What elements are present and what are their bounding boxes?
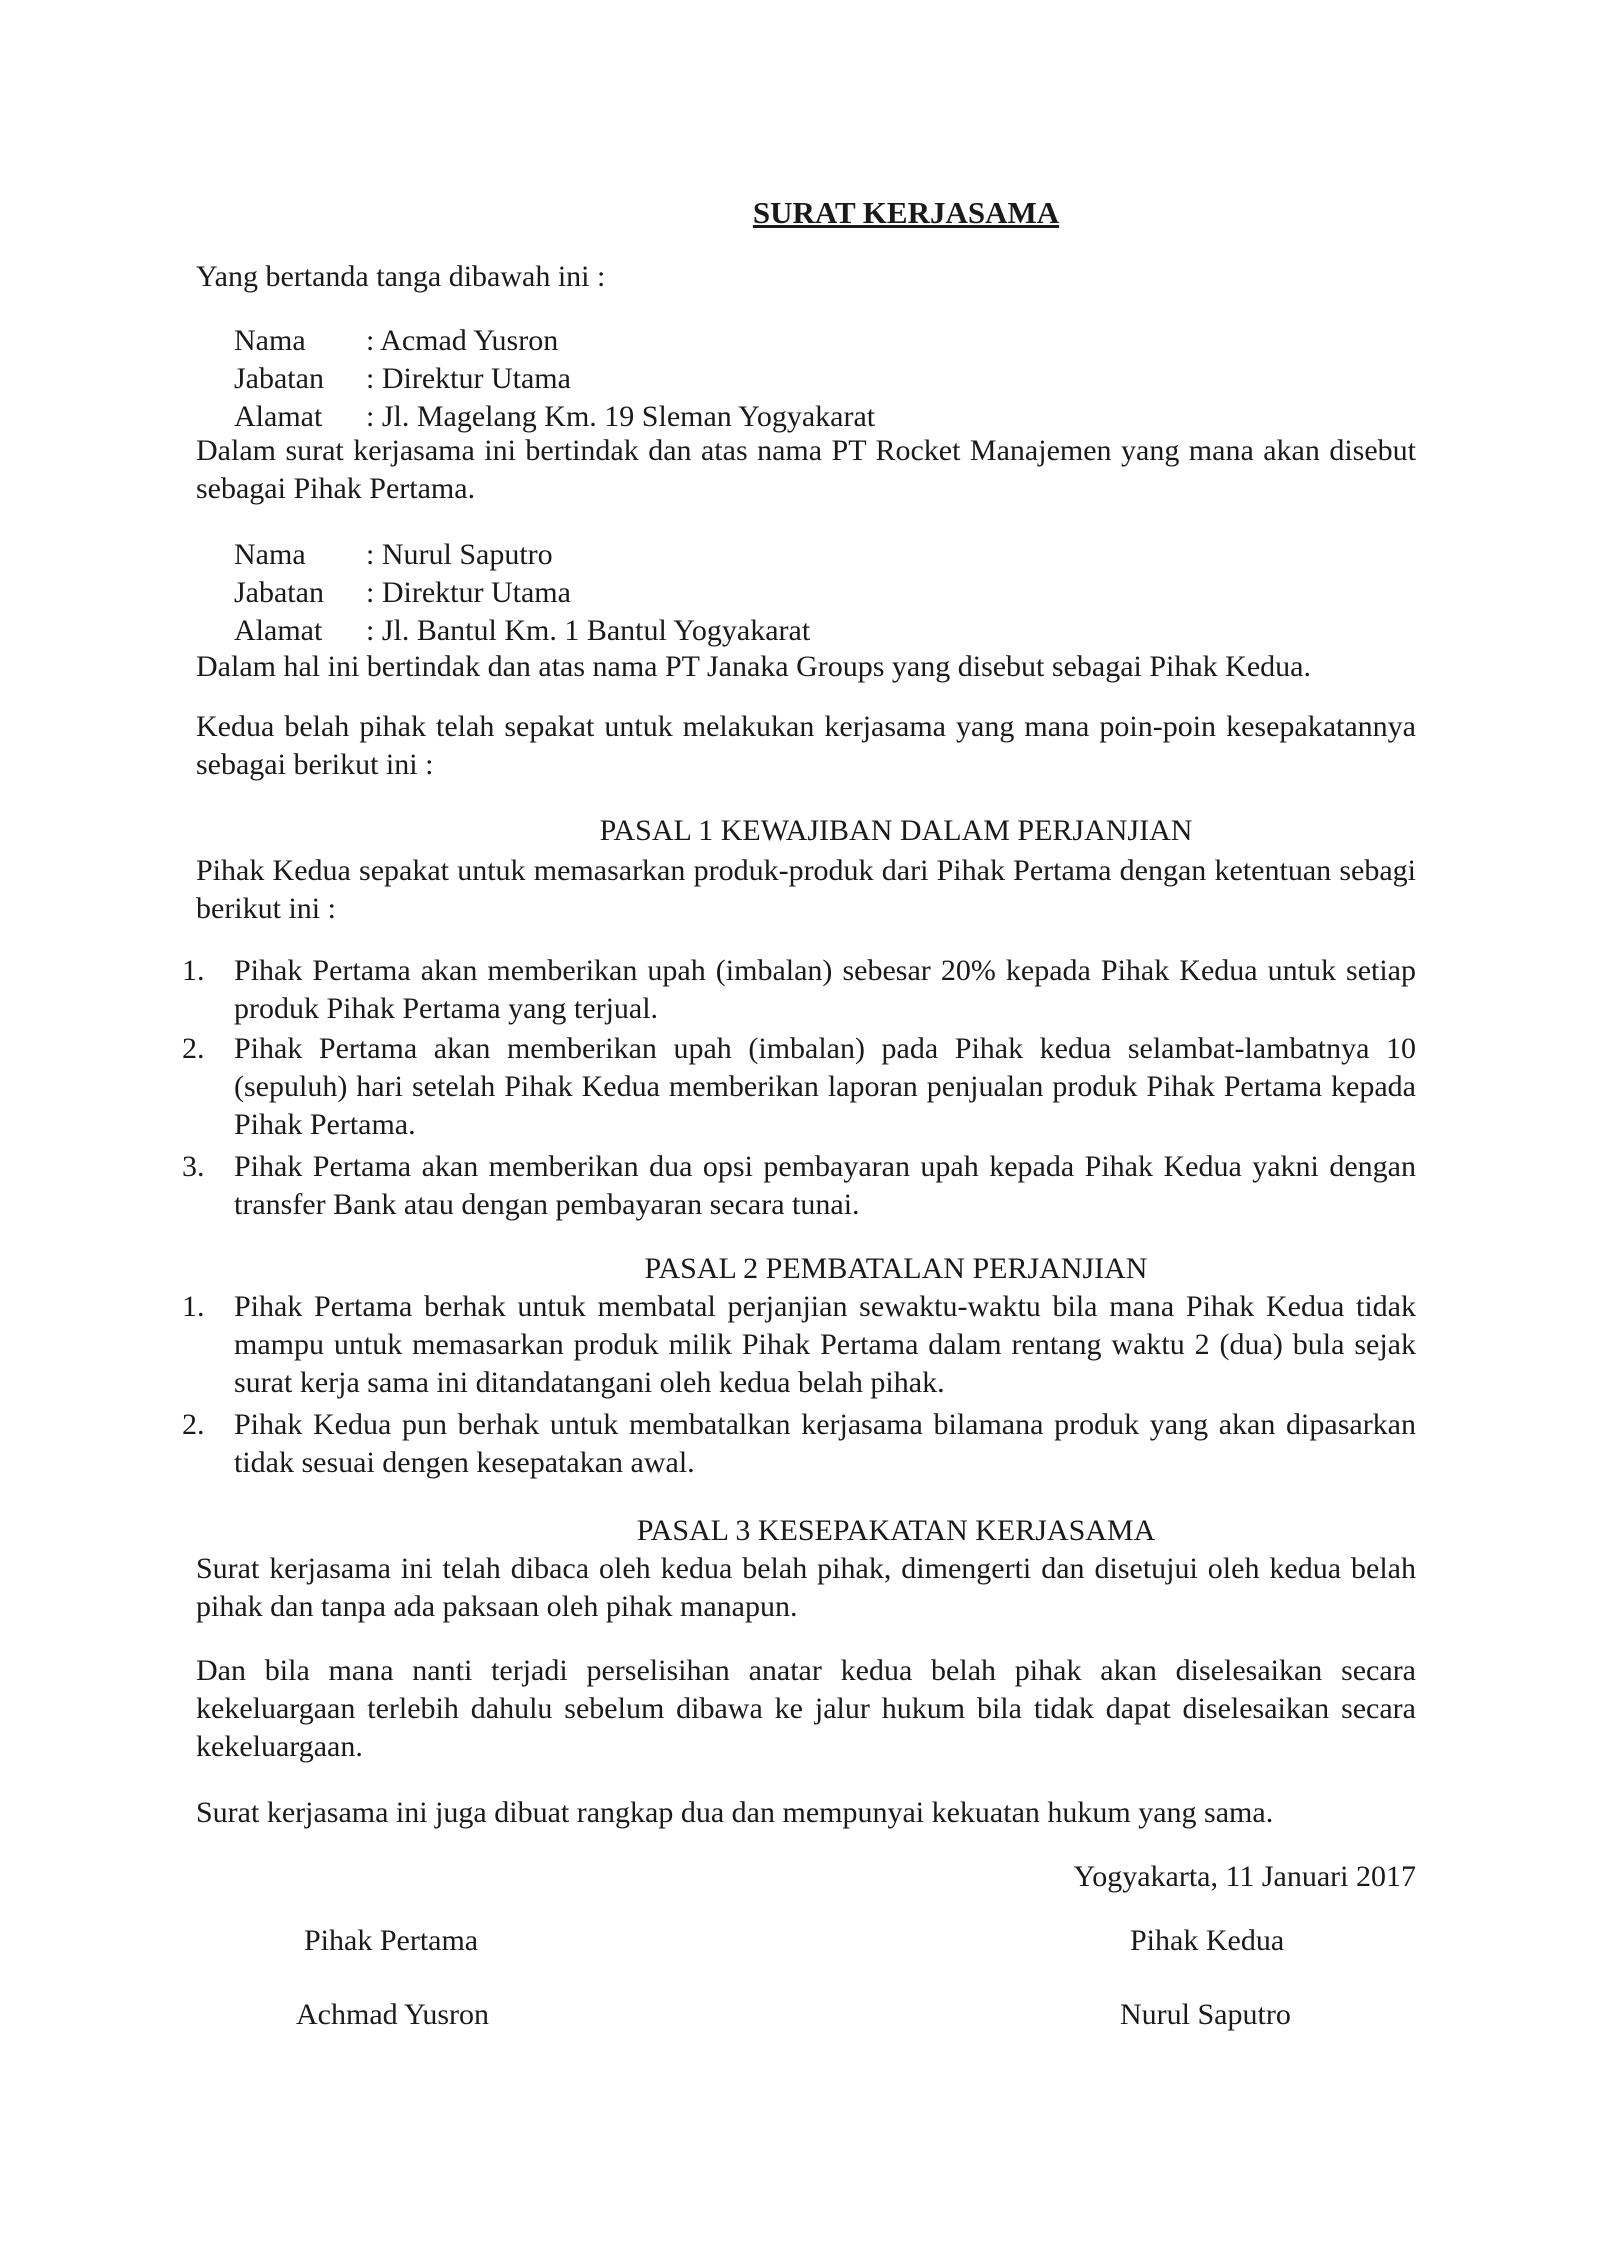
list-number: 1. [182, 1290, 205, 1323]
agreement-intro: Kedua belah pihak telah sepakat untuk melakukan kerjasama yang mana poin-poin kesepakatannya sebagai berikut ini : [196, 710, 1416, 781]
pasal1-item [182, 1148, 1416, 1224]
field-label: Alamat [234, 614, 323, 647]
party1-name-row [234, 322, 558, 360]
pasal2-item [182, 1406, 1416, 1482]
pasal3-paragraph: Dan bila mana nanti terjadi perselisihan anatar kedua belah pihak akan diselesaikan secara kekeluargaan terlebih dahulu sebelum dibawa ke jalur hukum bila tidak dapat diselesaikan secara kekeluargaan. [196, 1654, 1416, 1763]
field-value: : Jl. Bantul Km. 1 Bantul Yogyakarat [366, 614, 811, 647]
pasal1-intro: Pihak Kedua sepakat untuk memasarkan produk-produk dari Pihak Pertama dengan ketentuan sebagi berikut ini : [196, 854, 1416, 925]
pasal3-heading: PASAL 3 KESEPAKATAN KERJASAMA [636, 1514, 1156, 1547]
list-text: Pihak Pertama berhak untuk membatal perjanjian sewaktu-waktu bila mana Pihak Kedua tidak mampu untuk memasarkan produk milik Pihak Pertama dalam rentang waktu 2 (dua) bula sejak surat kerja sama ini ditandatangani oleh kedua belah pihak. [234, 1290, 1416, 1399]
list-text: Pihak Pertama akan memberikan dua opsi pembayaran upah kepada Pihak Kedua yakni dengan transfer Bank atau dengan pembayaran secara tunai. [234, 1150, 1416, 1221]
field-label: Alamat [234, 400, 323, 433]
place-date: Yogyakarta, 11 Januari 2017 [1073, 1860, 1416, 1893]
pasal2-heading: PASAL 2 PEMBATALAN PERJANJIAN [644, 1252, 1148, 1285]
party2-name-row [234, 536, 553, 574]
field-value: : Direktur Utama [366, 576, 571, 609]
signature-right-role: Pihak Kedua [1130, 1924, 1285, 1957]
document-title: SURAT KERJASAMA [752, 195, 1060, 230]
list-number: 3. [182, 1150, 205, 1183]
list-text: Pihak Kedua pun berhak untuk membatalkan kerjasama bilamana produk yang akan dipasarkan tidak sesuai dengen kesepatakan awal. [234, 1408, 1416, 1479]
pasal1-heading: PASAL 1 KEWAJIBAN DALAM PERJANJIAN [599, 814, 1193, 847]
signature-left-name: Achmad Yusron [296, 1998, 490, 2031]
signature-left-role: Pihak Pertama [304, 1924, 479, 1957]
signature-right-name: Nurul Saputro [1120, 1998, 1291, 2031]
list-text: Pihak Pertama akan memberikan upah (imbalan) sebesar 20% kepada Pihak Kedua untuk setiap produk Pihak Pertama yang terjual. [234, 954, 1416, 1025]
field-value: : Nurul Saputro [366, 538, 553, 571]
field-label: Jabatan [234, 362, 324, 395]
list-number: 1. [182, 954, 205, 987]
document-page [182, 0, 1416, 2264]
party1-address-row [234, 398, 875, 436]
field-value: : Direktur Utama [366, 362, 571, 395]
field-value: : Jl. Magelang Km. 19 Sleman Yogyakarat [366, 400, 876, 433]
list-text: Pihak Pertama akan memberikan upah (imbalan) pada Pihak kedua selambat-lambatnya 10 (sepuluh) hari setelah Pihak Kedua memberikan laporan penjualan produk Pihak Pertama kepada Pihak Pertama. [234, 1032, 1416, 1141]
field-label: Nama [234, 324, 306, 357]
list-number: 2. [182, 1408, 205, 1441]
list-number: 2. [182, 1032, 205, 1065]
pasal3-paragraph: Surat kerjasama ini juga dibuat rangkap dua dan mempunyai kekuatan hukum yang sama. [196, 1796, 1274, 1829]
party2-address-row [234, 612, 810, 650]
pasal1-item [182, 1030, 1416, 1144]
party2-statement: Dalam hal ini bertindak dan atas nama PT Janaka Groups yang disebut sebagai Pihak Kedua. [196, 650, 1311, 683]
party1-statement: Dalam surat kerjasama ini bertindak dan atas nama PT Rocket Manajemen yang mana akan disebut sebagai Pihak Pertama. [196, 434, 1416, 505]
party1-position-row [234, 360, 571, 398]
pasal1-item [182, 952, 1416, 1028]
field-label: Jabatan [234, 576, 324, 609]
intro-text: Yang bertanda tanga dibawah ini : [196, 260, 606, 293]
pasal2-item [182, 1288, 1416, 1402]
pasal3-paragraph: Surat kerjasama ini telah dibaca oleh kedua belah pihak, dimengerti dan disetujui oleh kedua belah pihak dan tanpa ada paksaan oleh pihak manapun. [196, 1552, 1416, 1623]
party2-position-row [234, 574, 571, 612]
field-label: Nama [234, 538, 306, 571]
field-value: : Acmad Yusron [366, 324, 559, 357]
